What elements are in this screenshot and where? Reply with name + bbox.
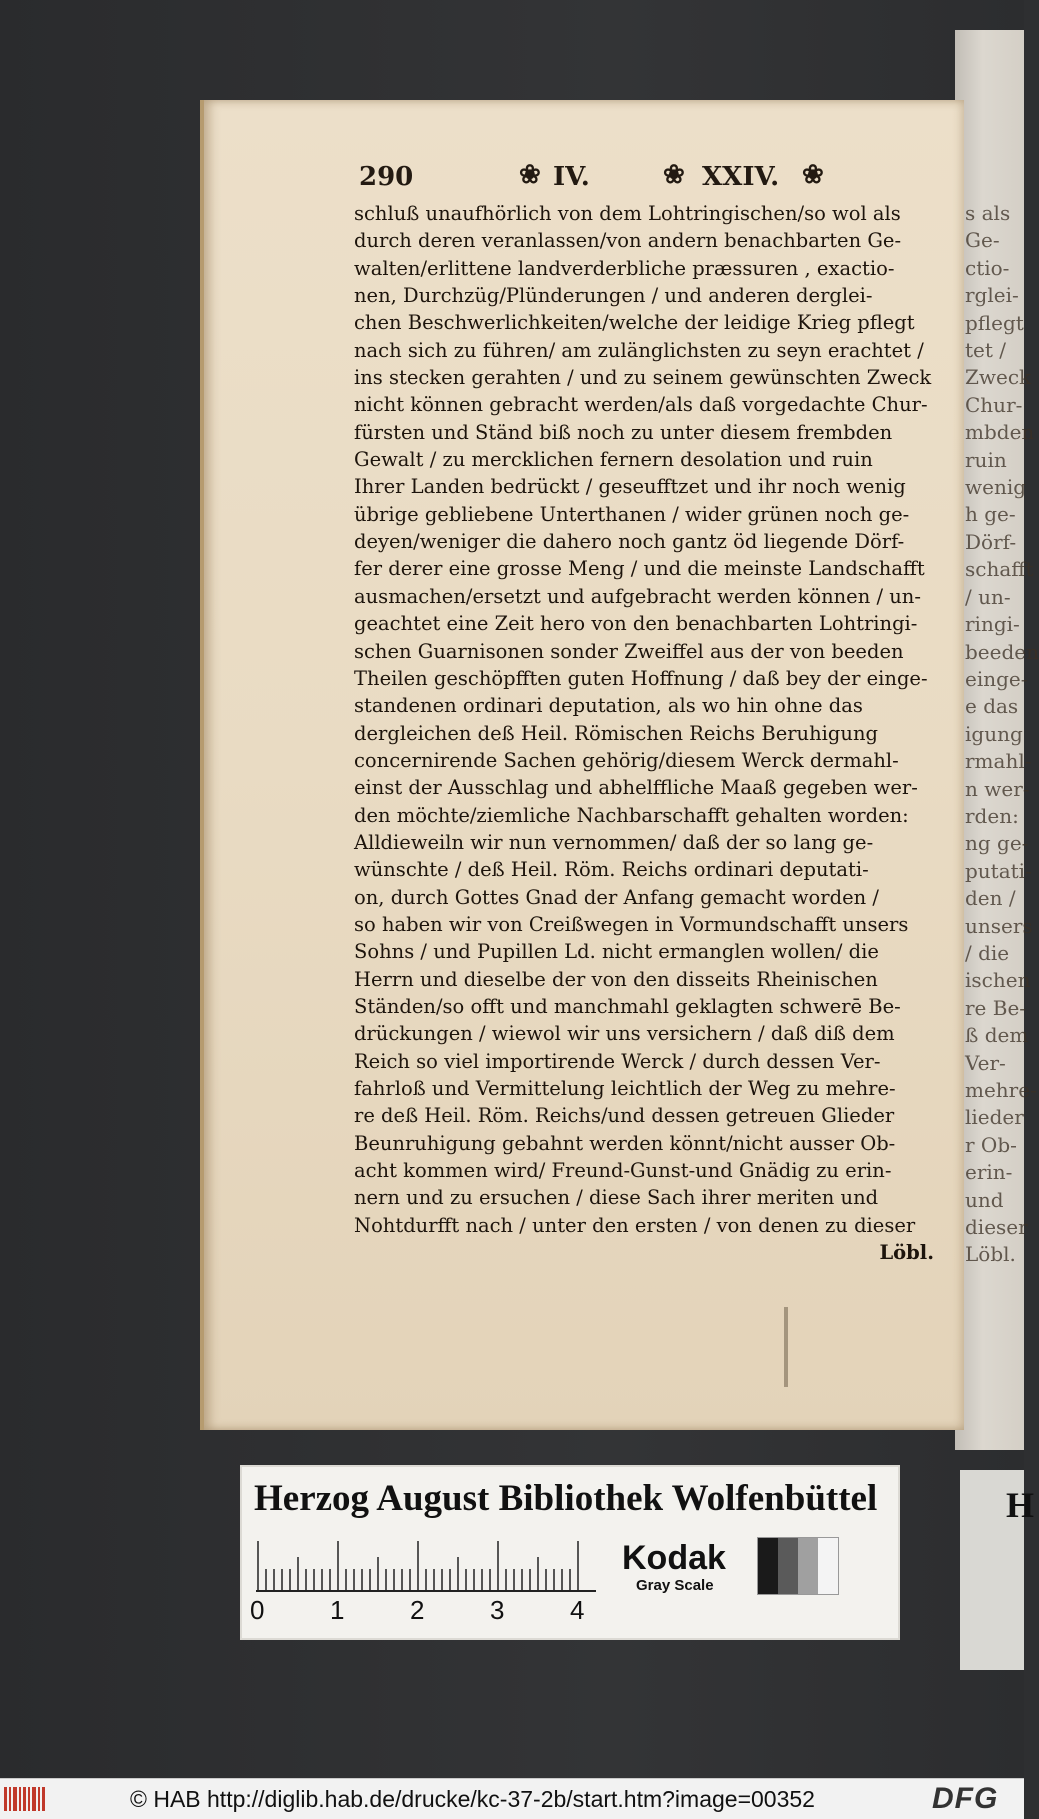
text-line: concernirende Sachen gehörig/diesem Werck dermahl- xyxy=(354,748,899,772)
facing-text-line: mbden xyxy=(965,420,1035,445)
text-line: Theilen geschöpfften guten Hoffnung / daß bey der einge- xyxy=(354,666,928,690)
text-line: nach sich zu führen/ am zulänglichsten zu seyn erachtet / xyxy=(354,338,924,362)
text-line: nen, Durchzüg/Plünderungen / und anderen derglei- xyxy=(354,284,873,308)
ruler-label: 0 xyxy=(250,1595,265,1625)
ruler-label: 3 xyxy=(490,1595,505,1625)
text-line: dergleichen deß Heil. Römischen Reichs Beruhigung xyxy=(354,721,878,745)
copyright-link[interactable]: © HAB http://diglib.hab.de/drucke/kc-37-2b/start.htm?image=00352 xyxy=(130,1786,815,1812)
page-number: 290 xyxy=(359,162,414,192)
text-line: übrige gebliebene Unterthanen / wider grünen noch ge- xyxy=(354,502,910,526)
facing-text-line: / die xyxy=(965,940,1010,965)
section-number: IV. xyxy=(553,162,590,192)
facing-text-line: schafft xyxy=(965,557,1034,582)
chapter-number: XXIV. xyxy=(702,162,780,192)
text-line: Alldieweiln wir nun vernommen/ daß der so lang ge- xyxy=(354,830,874,854)
text-line: fürsten und Ständ biß noch zu unter diesem frembden xyxy=(354,420,893,444)
text-line: fahrloß und Vermittelung leichtlich der Weg zu mehre- xyxy=(354,1077,896,1100)
dfg-logo: DFG xyxy=(932,1782,999,1815)
text-line: wünschte / deß Heil. Röm. Reichs ordinari deputati- xyxy=(354,858,869,882)
facing-text-line: r Ob- xyxy=(965,1132,1017,1157)
facing-text-line: Zweck xyxy=(965,365,1032,390)
gray-scale-label: Gray Scale xyxy=(636,1577,714,1594)
facing-text-line: Dörf- xyxy=(965,529,1017,554)
facing-text-line: erin- xyxy=(965,1160,1013,1185)
ruler-label: 4 xyxy=(570,1595,585,1625)
facing-text-line: s als xyxy=(965,201,1011,225)
fleuron-ornament-icon: ❀ xyxy=(663,160,685,190)
text-line: Sohns / und Pupillen Ld. nicht ermanglen wollen/ die xyxy=(354,940,879,964)
text-line: durch deren veranlassen/von andern benachbarten Ge- xyxy=(354,229,902,253)
facing-text-line: rmahl- xyxy=(965,749,1032,774)
facing-text-line: mehre- xyxy=(965,1078,1037,1102)
text-line: Herrn und dieselbe der von den disseits Rheinischen xyxy=(354,967,878,991)
body-text xyxy=(354,200,934,1266)
facing-text-line: n wer- xyxy=(965,776,1030,801)
facing-text-line: Ver- xyxy=(965,1050,1006,1075)
text-line: nicht können gebracht werden/als daß vorgedachte Chur- xyxy=(354,393,928,417)
measurement-ruler xyxy=(256,1541,596,1593)
library-name: Herzog August Bibliothek Wolfenbüttel xyxy=(254,1478,878,1519)
facing-text-line: rden: xyxy=(965,803,1019,828)
facing-text-line: ng ge- xyxy=(965,831,1029,856)
text-line: Reich so viel importirende Werck / durch dessen Ver- xyxy=(354,1049,881,1073)
facing-text-line: pflegt xyxy=(965,310,1024,335)
facing-text-line: Chur- xyxy=(965,392,1023,417)
facing-text-line: h ge- xyxy=(965,502,1016,527)
facing-text-line: re Be- xyxy=(965,995,1027,1020)
ink-mark xyxy=(784,1307,788,1387)
text-line: den möchte/ziemliche Nachbarschafft gehalten worden: xyxy=(354,803,909,827)
facing-text-line: rglei- xyxy=(965,283,1019,308)
text-line: drückungen / wiewol wir uns versichern / daß diß dem xyxy=(354,1022,895,1046)
facing-text-line: Löbl. xyxy=(965,1242,1016,1267)
ruler-label: 2 xyxy=(410,1595,425,1625)
book-page xyxy=(200,100,964,1430)
facing-text-line: unsers xyxy=(965,913,1033,938)
text-line: einst der Ausschlag und abhelffliche Maaß gegeben wer- xyxy=(354,776,918,800)
catchword: Löbl. xyxy=(879,1241,934,1265)
facing-text-line: und xyxy=(965,1187,1004,1212)
fleuron-ornament-icon: ❀ xyxy=(519,160,541,190)
facing-text-line: igung xyxy=(965,721,1023,746)
text-line: acht kommen wird/ Freund-Gunst-und Gnädig zu erin- xyxy=(354,1159,892,1183)
ruler-label: 1 xyxy=(330,1595,345,1625)
text-line: Ständen/so offt und manchmahl geklagten schwerē Be- xyxy=(354,994,901,1018)
facing-text-line: ß dem xyxy=(965,1023,1029,1048)
text-line: Nohtdurfft nach / unter den ersten / von denen zu dieser xyxy=(354,1213,916,1237)
text-line: geachtet eine Zeit hero von den benachbarten Lohtringi- xyxy=(354,612,918,636)
text-line: Beunruhigung gebahnt werden könnt/nicht ausser Ob- xyxy=(354,1131,896,1155)
second-calibration-card xyxy=(960,1470,1035,1670)
facing-text-line: lieder xyxy=(965,1105,1024,1130)
text-line: re deß Heil. Röm. Reichs/und dessen getreuen Glieder xyxy=(354,1104,895,1128)
text-line: Gewalt / zu mercklichen fernern desolation und ruin xyxy=(354,448,873,472)
running-header xyxy=(359,158,919,198)
facing-text-line: ischen xyxy=(965,968,1031,993)
fleuron-ornament-icon: ❀ xyxy=(802,160,824,190)
facing-page-text xyxy=(965,200,1039,1300)
text-line: schen Guarnisonen sonder Zweiffel aus der von beeden xyxy=(354,639,904,663)
gray-swatch xyxy=(778,1538,798,1594)
color-calibration-card xyxy=(240,1465,900,1640)
facing-text-line: beeden xyxy=(965,639,1039,664)
facing-text-line: Ge- xyxy=(965,228,1000,253)
text-line: standenen ordinari deputation, als wo hin ohne das xyxy=(354,694,863,718)
text-line: fer derer eine grosse Meng / und die meinste Landschafft xyxy=(354,557,925,581)
text-line: ausmachen/ersetzt und aufgebracht werden können / un- xyxy=(354,584,921,608)
gray-swatch xyxy=(798,1538,818,1594)
text-line: so haben wir von Creißwegen in Vormundschafft unsers xyxy=(354,912,909,936)
facing-text-line: ringi- xyxy=(965,612,1020,637)
barcode-icon xyxy=(4,1787,48,1811)
text-line: on, durch Gottes Gnad der Anfang gemacht worden / xyxy=(354,885,879,909)
text-line: walten/erlittene landverderbliche præssuren , exactio- xyxy=(354,256,895,280)
gray-swatch xyxy=(818,1538,838,1594)
text-line: schluß unaufhörlich von dem Lohtringischen/so wol als xyxy=(354,202,901,225)
facing-text-line: wenig xyxy=(965,475,1027,500)
kodak-logo: Kodak xyxy=(622,1539,726,1577)
facing-text-line: tet / xyxy=(965,338,1007,363)
text-line: nern und zu ersuchen / diese Sach ihrer meriten und xyxy=(354,1186,879,1210)
text-line: chen Beschwerlichkeiten/welche der leidige Krieg pflegt xyxy=(354,311,915,335)
facing-text-line: putati- xyxy=(965,858,1032,883)
facing-text-line: ruin xyxy=(965,447,1007,472)
card-letter: H xyxy=(1006,1485,1035,1525)
gray-swatch xyxy=(758,1538,778,1594)
text-line: ins stecken gerahten / und zu seinem gewünschten Zweck xyxy=(354,366,932,390)
facing-text-line: dieser xyxy=(965,1215,1028,1240)
facing-text-line: ctio- xyxy=(965,255,1010,280)
gray-swatches xyxy=(757,1537,839,1595)
facing-text-line: e das xyxy=(965,694,1019,719)
facing-text-line: den / xyxy=(965,886,1016,911)
text-line: deyen/weniger die dahero noch gantz öd liegende Dörf- xyxy=(354,530,905,554)
text-line: Ihrer Landen bedrückt / geseufftzet und ihr noch wenig xyxy=(354,475,906,499)
facing-text-line: einge- xyxy=(965,666,1028,691)
viewer-footer xyxy=(0,1778,1024,1819)
facing-text-line: / un- xyxy=(965,584,1011,609)
